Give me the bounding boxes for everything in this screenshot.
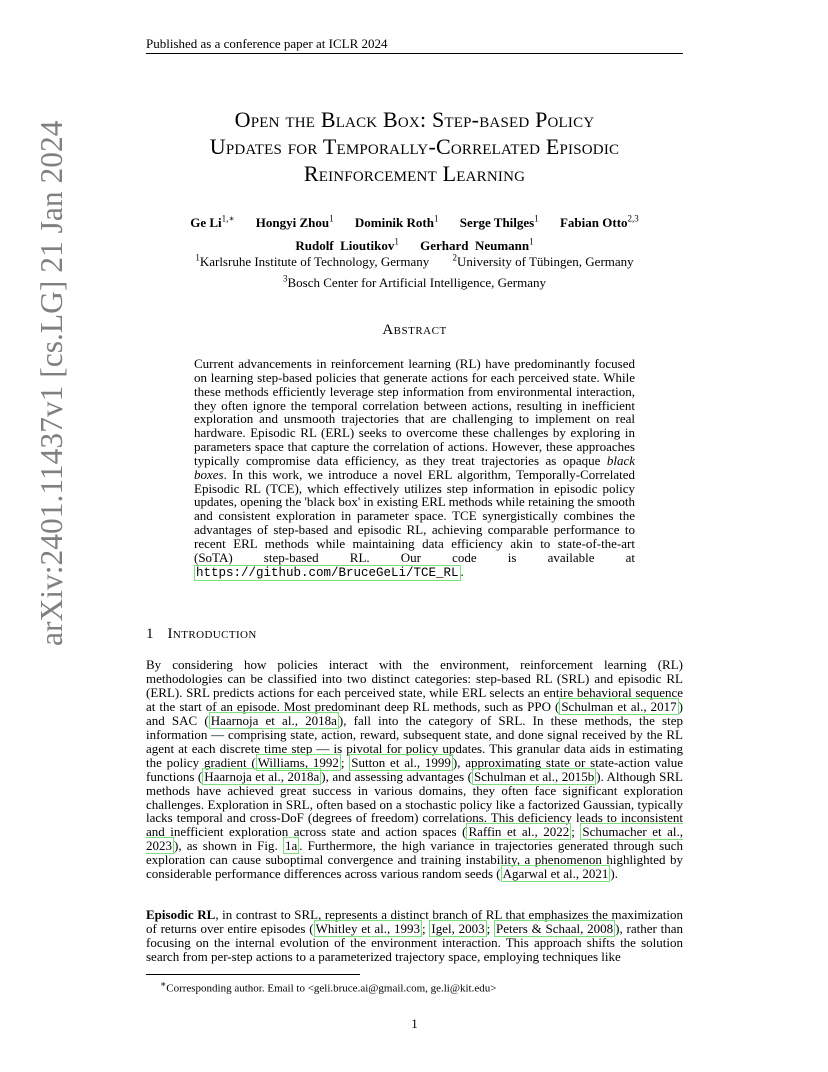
- bold-text: Episodic RL: [146, 907, 216, 922]
- paragraph-text: ), approximating state or state-action value functions (: [146, 754, 683, 784]
- paper-title: [146, 106, 683, 187]
- author-list: [146, 210, 683, 255]
- citation-link[interactable]: Sutton et al., 1999: [351, 754, 451, 770]
- header-rule: [146, 53, 683, 54]
- citation-link[interactable]: Schulman et al., 2015b: [474, 768, 595, 784]
- paragraph-text: ), fall into the category of SRL. In these methods, the step information — comprising state, action, reward, subsequent state, and done signal received by the RL agent at each discrete time step — is pivotal for policy updates. This granular data aids in estimating the policy gradient (: [146, 712, 683, 770]
- abstract-heading: Abstract: [382, 322, 447, 338]
- arxiv-stamp: arXiv:2401.11437v1 [cs.LG] 21 Jan 2024: [34, 120, 69, 646]
- title-line: Open the Black Box: Step-based Policy: [234, 107, 595, 132]
- section-number: 1: [146, 626, 154, 642]
- citation-link[interactable]: Haarnoja et al., 2018a: [204, 768, 320, 784]
- footnote: ∗Corresponding author. Email to <geli.bruce.ai@gmail.com, ge.li@kit.edu>: [160, 979, 497, 995]
- citation-link[interactable]: Peters & Schaal, 2008: [496, 920, 614, 936]
- citation-link[interactable]: Whitley et al., 1993: [315, 920, 421, 936]
- paragraph-text: ;: [340, 754, 350, 770]
- section-heading: [146, 626, 683, 643]
- abstract-body: Current advancements in reinforcement learning (RL) have predominantly focused on learning step-based policies that generate actions for each perceived state. While these methods efficiently leverage step information from environmental interaction, they often ignore the temporal correlation between actions, resulting in inefficient exploration and unsmooth trajectories that are challenging to implement on real hardware. Episodic RL (ERL) seeks to overcome these challenges by exploring in parameters space that capture the correlation of actions. However, these approaches typically compromise data efficiency, as they treat trajectories as opaque black boxes. In this work, we introduce a novel ERL algorithm, Temporally-Correlated Episodic RL (TCE), which effectively utilizes step information in episodic policy updates, opening the 'black box' in existing ERL methods while retaining the smooth and consistent exploration in parameter space. TCE synergistically combines the advantages of step-based and episodic RL, achieving comparable performance to recent ERL methods while maintaining data efficiency akin to state-of-the-art (SoTA) step-based RL. Our code is available at https://github.com/BruceGeLi/TCE_RL .: [194, 356, 635, 580]
- paragraph-text: ), and assessing advantages (: [321, 768, 473, 784]
- citation-link[interactable]: Schumacher et al., 2023: [146, 824, 683, 854]
- citation-link[interactable]: Schulman et al., 2017: [561, 698, 677, 714]
- affiliations: [146, 250, 683, 291]
- author: Serge Thilges$^1$: [459, 214, 539, 231]
- page-number: 1: [411, 1016, 418, 1031]
- author: Ge $Li^{1,∗}$: [190, 214, 235, 231]
- paragraph-text: ), rather than focusing on the internal evolution of the environment interaction. This approach shifts the solution search from per-step actions to a parameterized trajectory space, employing techniques like: [146, 920, 683, 964]
- author-row: [146, 210, 683, 232]
- paragraph-text: , in contrast to SRL, represents a distinct branch of RL that emphasizes the maximization of returns over entire episodes (: [146, 907, 683, 936]
- paragraph-text: ;: [571, 824, 581, 840]
- paragraph-text: . Furthermore, the high variance in trajectories generated through such exploration can cause suboptimal convergence and training instability, a phenomenon highlighted by considerable performance differences across various random seeds (: [146, 838, 683, 882]
- running-header: Published as a conference paper at ICLR 2024: [146, 36, 388, 51]
- author: Rudolf Lioutikov$^1$: [295, 236, 399, 253]
- title-line: Updates for Temporally-Correlated Episodic: [209, 134, 620, 159]
- intro-paragraph-2: [146, 908, 683, 964]
- author: Dominik Roth$^1$: [354, 214, 439, 231]
- section-title: Introduction: [167, 626, 257, 642]
- paragraph-text: ).: [610, 866, 618, 882]
- citation-link[interactable]: Agarwal et al., 2021: [502, 866, 609, 882]
- affiliation: $^1$Karlsruhe Institute of Technology, Germany: [195, 253, 430, 270]
- citation-link[interactable]: Igel, 2003: [431, 920, 485, 936]
- code-link[interactable]: https://github.com/BruceGeLi/TCE_RL: [196, 565, 459, 580]
- author: Hongyi Zhou$^1$: [255, 214, 334, 231]
- author: Gerhard Neumann$^1$: [420, 236, 534, 253]
- paragraph-text: ), as shown in Fig.: [174, 838, 283, 854]
- paragraph-text: ;: [486, 920, 495, 936]
- citation-link[interactable]: Haarnoja et al., 2018a: [210, 712, 337, 728]
- author: Fabian Otto$^{2,3}$: [559, 214, 639, 231]
- paragraph-text: ) and SAC (: [146, 698, 683, 728]
- paragraph-text: By considering how policies interact with the environment, reinforcement learning (RL) methodologies can be classified into two distinct categories: step-based RL (SRL) and episodic RL (ERL). SRL predicts actions for each perceived state, while ERL selects an entire behavioral sequence at the start of an episode. Most predominant deep RL methods, such as PPO (: [146, 657, 683, 714]
- paragraph-text: ;: [422, 920, 430, 936]
- citation-link[interactable]: 1a: [284, 838, 298, 854]
- citation-link[interactable]: Raffin et al., 2022: [468, 824, 570, 840]
- citation-link[interactable]: Williams, 1992: [257, 754, 339, 770]
- footnote-rule: [146, 974, 360, 975]
- intro-paragraph-1: [146, 658, 683, 881]
- affiliation: $^2$University of Tübingen, Germany: [452, 253, 634, 270]
- title-line: Reinforcement Learning: [303, 161, 526, 186]
- paragraph-text: ). Although SRL methods have achieved great success in various domains, they often face significant exploration challenges. Exploration in SRL, often based on a stochastic policy like a factorized Gaussian, typically lacks temporal and cross-DoF (degrees of freedom) correlations. This deficiency leads to inconsistent and inefficient exploration across state and action spaces (: [146, 768, 683, 840]
- affiliation: $^3$Bosch Center for Artificial Intelligence, Germany: [283, 273, 546, 290]
